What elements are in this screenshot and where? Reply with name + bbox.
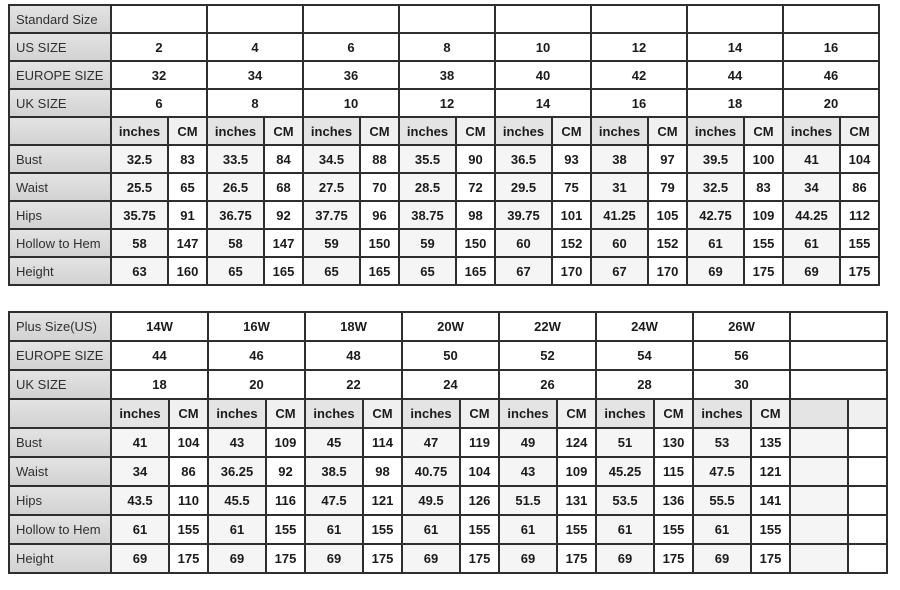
measure-cm-cell: 155 <box>654 515 693 544</box>
unit-cm-header: CM <box>460 399 499 428</box>
size-cell: 48 <box>305 341 402 370</box>
measure-inches-cell <box>790 515 848 544</box>
unit-cm-header: CM <box>169 399 208 428</box>
measure-inches-cell: 53.5 <box>596 486 654 515</box>
measure-cm-cell: 96 <box>360 201 399 229</box>
title-size-cell <box>111 5 207 33</box>
measure-row-label: Waist <box>9 457 111 486</box>
size-cell: 26 <box>499 370 596 399</box>
measure-cm-cell: 109 <box>744 201 783 229</box>
measure-inches-cell: 49 <box>499 428 557 457</box>
title-size-cell: 24W <box>596 312 693 341</box>
measure-inches-cell: 69 <box>111 544 169 573</box>
measure-inches-cell: 41.25 <box>591 201 648 229</box>
unit-inches-header: inches <box>687 117 744 145</box>
size-row-label: EUROPE SIZE <box>9 341 111 370</box>
unit-inches-header: inches <box>499 399 557 428</box>
measure-inches-cell: 26.5 <box>207 173 264 201</box>
size-cell: 10 <box>303 89 399 117</box>
measure-cm-cell: 175 <box>654 544 693 573</box>
measure-inches-cell: 53 <box>693 428 751 457</box>
measure-cm-cell: 112 <box>840 201 879 229</box>
measure-cm-cell: 155 <box>266 515 305 544</box>
measure-inches-cell: 61 <box>111 515 169 544</box>
measure-cm-cell: 98 <box>363 457 402 486</box>
measure-row-label: Waist <box>9 173 111 201</box>
measure-cm-cell: 124 <box>557 428 596 457</box>
measure-cm-cell: 83 <box>744 173 783 201</box>
measure-cm-cell: 91 <box>168 201 207 229</box>
measure-inches-cell <box>790 457 848 486</box>
measure-inches-cell: 36.5 <box>495 145 552 173</box>
measure-cm-cell: 155 <box>557 515 596 544</box>
measure-cm-cell: 105 <box>648 201 687 229</box>
title-size-cell <box>495 5 591 33</box>
measure-inches-cell: 37.75 <box>303 201 360 229</box>
measure-inches-cell: 41 <box>111 428 169 457</box>
measure-cm-cell: 92 <box>264 201 303 229</box>
size-cell: 32 <box>111 61 207 89</box>
unit-cm-header: CM <box>456 117 495 145</box>
measure-inches-cell: 34 <box>783 173 840 201</box>
unit-cm-header: CM <box>751 399 790 428</box>
measure-inches-cell: 60 <box>495 229 552 257</box>
measure-inches-cell: 28.5 <box>399 173 456 201</box>
measure-cm-cell: 175 <box>460 544 499 573</box>
table-title: Standard Size <box>9 5 111 33</box>
title-size-cell: 22W <box>499 312 596 341</box>
measure-cm-cell: 109 <box>266 428 305 457</box>
measure-inches-cell: 58 <box>207 229 264 257</box>
size-cell: 4 <box>207 33 303 61</box>
measure-inches-cell: 38.75 <box>399 201 456 229</box>
size-cell: 44 <box>687 61 783 89</box>
measure-row-label: Height <box>9 257 111 285</box>
measure-cm-cell: 79 <box>648 173 687 201</box>
measure-inches-cell: 60 <box>591 229 648 257</box>
title-size-cell <box>303 5 399 33</box>
unit-inches-header: inches <box>208 399 266 428</box>
size-cell: 14 <box>687 33 783 61</box>
measure-cm-cell: 114 <box>363 428 402 457</box>
measure-inches-cell: 61 <box>208 515 266 544</box>
size-cell: 46 <box>783 61 879 89</box>
size-cell: 22 <box>305 370 402 399</box>
measure-inches-cell: 51.5 <box>499 486 557 515</box>
size-row-label: US SIZE <box>9 33 111 61</box>
size-cell: 30 <box>693 370 790 399</box>
measure-cm-cell: 98 <box>456 201 495 229</box>
unit-inches-header: inches <box>207 117 264 145</box>
measure-cm-cell: 175 <box>557 544 596 573</box>
size-cell: 6 <box>111 89 207 117</box>
unit-empty-cell <box>790 399 848 428</box>
unit-cm-header: CM <box>552 117 591 145</box>
measure-inches-cell: 43 <box>499 457 557 486</box>
measure-inches-cell: 42.75 <box>687 201 744 229</box>
size-cell: 2 <box>111 33 207 61</box>
measure-inches-cell: 33.5 <box>207 145 264 173</box>
measure-inches-cell: 39.5 <box>687 145 744 173</box>
measure-inches-cell: 38 <box>591 145 648 173</box>
measure-inches-cell: 36.75 <box>207 201 264 229</box>
unit-cm-header: CM <box>168 117 207 145</box>
size-cell: 12 <box>591 33 687 61</box>
measure-inches-cell <box>790 486 848 515</box>
measure-cm-cell: 119 <box>460 428 499 457</box>
measure-inches-cell: 43.5 <box>111 486 169 515</box>
measure-inches-cell: 69 <box>208 544 266 573</box>
measure-row-label: Hips <box>9 201 111 229</box>
measure-cm-cell: 84 <box>264 145 303 173</box>
measure-inches-cell: 45.5 <box>208 486 266 515</box>
measure-inches-cell: 61 <box>693 515 751 544</box>
measure-inches-cell: 67 <box>495 257 552 285</box>
measure-cm-cell: 136 <box>654 486 693 515</box>
measure-inches-cell: 61 <box>402 515 460 544</box>
measure-inches-cell: 35.75 <box>111 201 168 229</box>
unit-inches-header: inches <box>111 117 168 145</box>
measure-inches-cell: 49.5 <box>402 486 460 515</box>
measure-cm-cell: 115 <box>654 457 693 486</box>
unit-inches-header: inches <box>305 399 363 428</box>
title-size-cell: 18W <box>305 312 402 341</box>
measure-cm-cell: 104 <box>460 457 499 486</box>
measure-inches-cell: 35.5 <box>399 145 456 173</box>
measure-inches-cell: 69 <box>783 257 840 285</box>
measure-cm-cell: 100 <box>744 145 783 173</box>
unit-inches-header: inches <box>303 117 360 145</box>
measure-row-label: Bust <box>9 428 111 457</box>
measure-cm-cell: 175 <box>169 544 208 573</box>
measure-inches-cell: 41 <box>783 145 840 173</box>
measure-inches-cell: 63 <box>111 257 168 285</box>
unit-empty-cell <box>848 399 887 428</box>
unit-cm-header: CM <box>840 117 879 145</box>
title-size-cell: 16W <box>208 312 305 341</box>
measure-inches-cell: 39.75 <box>495 201 552 229</box>
size-cell: 50 <box>402 341 499 370</box>
measure-cm-cell: 147 <box>264 229 303 257</box>
measure-cm-cell: 147 <box>168 229 207 257</box>
measure-cm-cell: 104 <box>169 428 208 457</box>
unit-inches-header: inches <box>783 117 840 145</box>
measure-cm-cell: 70 <box>360 173 399 201</box>
measure-cm-cell: 175 <box>751 544 790 573</box>
measure-row-label: Height <box>9 544 111 573</box>
size-cell: 38 <box>399 61 495 89</box>
size-cell: 14 <box>495 89 591 117</box>
measure-cm-cell: 88 <box>360 145 399 173</box>
unit-inches-header: inches <box>495 117 552 145</box>
measure-cm-cell <box>848 428 887 457</box>
unit-inches-header: inches <box>111 399 169 428</box>
size-cell: 56 <box>693 341 790 370</box>
measure-inches-cell: 69 <box>402 544 460 573</box>
measure-cm-cell: 165 <box>264 257 303 285</box>
unit-cm-header: CM <box>648 117 687 145</box>
measure-inches-cell: 34.5 <box>303 145 360 173</box>
measure-cm-cell: 83 <box>168 145 207 173</box>
measure-cm-cell: 135 <box>751 428 790 457</box>
measure-inches-cell: 45 <box>305 428 363 457</box>
unit-inches-header: inches <box>399 117 456 145</box>
measure-cm-cell: 175 <box>363 544 402 573</box>
size-cell: 16 <box>783 33 879 61</box>
measure-cm-cell: 72 <box>456 173 495 201</box>
size-cell: 28 <box>596 370 693 399</box>
measure-cm-cell: 155 <box>460 515 499 544</box>
unit-cm-header: CM <box>264 117 303 145</box>
measure-row-label: Hollow to Hem <box>9 229 111 257</box>
size-cell <box>790 341 887 370</box>
title-size-cell <box>790 312 887 341</box>
size-cell: 36 <box>303 61 399 89</box>
title-size-cell: 26W <box>693 312 790 341</box>
measure-cm-cell: 175 <box>840 257 879 285</box>
size-row-label: UK SIZE <box>9 370 111 399</box>
size-cell: 18 <box>687 89 783 117</box>
measure-inches-cell: 69 <box>499 544 557 573</box>
measure-inches-cell: 55.5 <box>693 486 751 515</box>
title-size-cell <box>591 5 687 33</box>
measure-inches-cell: 61 <box>783 229 840 257</box>
size-cell: 42 <box>591 61 687 89</box>
measure-inches-cell: 65 <box>207 257 264 285</box>
measure-cm-cell: 152 <box>648 229 687 257</box>
title-size-cell: 20W <box>402 312 499 341</box>
size-cell: 6 <box>303 33 399 61</box>
measure-cm-cell: 155 <box>751 515 790 544</box>
size-cell: 20 <box>783 89 879 117</box>
measure-inches-cell: 32.5 <box>687 173 744 201</box>
measure-inches-cell: 58 <box>111 229 168 257</box>
size-cell: 16 <box>591 89 687 117</box>
measure-cm-cell: 160 <box>168 257 207 285</box>
unit-inches-header: inches <box>402 399 460 428</box>
measure-cm-cell: 150 <box>360 229 399 257</box>
measure-inches-cell: 67 <box>591 257 648 285</box>
measure-inches-cell: 32.5 <box>111 145 168 173</box>
measure-inches-cell: 61 <box>687 229 744 257</box>
measure-inches-cell: 38.5 <box>305 457 363 486</box>
measure-inches-cell: 34 <box>111 457 169 486</box>
measure-cm-cell: 75 <box>552 173 591 201</box>
unit-cm-header: CM <box>654 399 693 428</box>
measure-cm-cell: 165 <box>360 257 399 285</box>
measure-cm-cell: 68 <box>264 173 303 201</box>
unit-cm-header: CM <box>744 117 783 145</box>
measure-cm-cell: 131 <box>557 486 596 515</box>
measure-inches-cell: 45.25 <box>596 457 654 486</box>
unit-inches-header: inches <box>591 117 648 145</box>
measure-cm-cell: 97 <box>648 145 687 173</box>
measure-cm-cell <box>848 486 887 515</box>
size-cell: 24 <box>402 370 499 399</box>
measure-cm-cell: 141 <box>751 486 790 515</box>
measure-cm-cell: 110 <box>169 486 208 515</box>
measure-cm-cell: 116 <box>266 486 305 515</box>
size-cell: 44 <box>111 341 208 370</box>
size-cell: 54 <box>596 341 693 370</box>
unit-inches-header: inches <box>693 399 751 428</box>
measure-inches-cell: 40.75 <box>402 457 460 486</box>
size-cell: 8 <box>207 89 303 117</box>
measure-inches-cell: 59 <box>303 229 360 257</box>
title-size-cell <box>399 5 495 33</box>
measure-inches-cell: 47.5 <box>305 486 363 515</box>
size-cell: 10 <box>495 33 591 61</box>
title-size-cell <box>783 5 879 33</box>
measure-cm-cell: 150 <box>456 229 495 257</box>
measure-inches-cell <box>790 544 848 573</box>
plus-size-table <box>8 311 888 574</box>
size-cell: 34 <box>207 61 303 89</box>
measure-cm-cell <box>848 544 887 573</box>
measure-cm-cell: 86 <box>169 457 208 486</box>
measure-cm-cell: 165 <box>456 257 495 285</box>
size-cell: 52 <box>499 341 596 370</box>
measure-cm-cell: 121 <box>363 486 402 515</box>
size-cell: 18 <box>111 370 208 399</box>
measure-cm-cell: 170 <box>648 257 687 285</box>
measure-cm-cell: 65 <box>168 173 207 201</box>
measure-inches-cell: 43 <box>208 428 266 457</box>
standard-size-table <box>8 4 880 286</box>
unit-cm-header: CM <box>266 399 305 428</box>
unit-cm-header: CM <box>557 399 596 428</box>
title-size-cell <box>687 5 783 33</box>
measure-inches-cell: 61 <box>305 515 363 544</box>
size-cell: 12 <box>399 89 495 117</box>
measure-cm-cell <box>848 515 887 544</box>
unit-cm-header: CM <box>363 399 402 428</box>
size-row-label: EUROPE SIZE <box>9 61 111 89</box>
measure-inches-cell: 69 <box>687 257 744 285</box>
measure-row-label: Hollow to Hem <box>9 515 111 544</box>
measure-inches-cell: 65 <box>399 257 456 285</box>
title-size-cell <box>207 5 303 33</box>
measure-cm-cell: 126 <box>460 486 499 515</box>
measure-cm-cell: 155 <box>169 515 208 544</box>
measure-inches-cell: 69 <box>596 544 654 573</box>
table-title: Plus Size(US) <box>9 312 111 341</box>
measure-inches-cell: 69 <box>693 544 751 573</box>
measure-cm-cell: 109 <box>557 457 596 486</box>
measure-row-label: Bust <box>9 145 111 173</box>
measure-cm-cell: 86 <box>840 173 879 201</box>
measure-cm-cell: 155 <box>840 229 879 257</box>
size-cell: 46 <box>208 341 305 370</box>
measure-cm-cell: 93 <box>552 145 591 173</box>
measure-inches-cell: 44.25 <box>783 201 840 229</box>
unit-row-label <box>9 117 111 145</box>
measure-cm-cell: 130 <box>654 428 693 457</box>
size-row-label: UK SIZE <box>9 89 111 117</box>
measure-cm-cell: 101 <box>552 201 591 229</box>
measure-inches-cell: 27.5 <box>303 173 360 201</box>
measure-inches-cell: 65 <box>303 257 360 285</box>
measure-inches-cell: 69 <box>305 544 363 573</box>
unit-cm-header: CM <box>360 117 399 145</box>
measure-cm-cell: 121 <box>751 457 790 486</box>
measure-cm-cell: 155 <box>363 515 402 544</box>
measure-inches-cell: 51 <box>596 428 654 457</box>
measure-cm-cell: 104 <box>840 145 879 173</box>
measure-inches-cell: 25.5 <box>111 173 168 201</box>
measure-cm-cell: 90 <box>456 145 495 173</box>
measure-inches-cell: 47.5 <box>693 457 751 486</box>
size-cell <box>790 370 887 399</box>
measure-cm-cell: 175 <box>744 257 783 285</box>
measure-row-label: Hips <box>9 486 111 515</box>
size-cell: 40 <box>495 61 591 89</box>
measure-cm-cell: 155 <box>744 229 783 257</box>
unit-inches-header: inches <box>596 399 654 428</box>
unit-row-label <box>9 399 111 428</box>
measure-inches-cell: 59 <box>399 229 456 257</box>
measure-cm-cell: 175 <box>266 544 305 573</box>
measure-cm-cell <box>848 457 887 486</box>
measure-cm-cell: 170 <box>552 257 591 285</box>
measure-inches-cell <box>790 428 848 457</box>
measure-inches-cell: 31 <box>591 173 648 201</box>
measure-inches-cell: 61 <box>499 515 557 544</box>
measure-inches-cell: 61 <box>596 515 654 544</box>
measure-inches-cell: 47 <box>402 428 460 457</box>
measure-inches-cell: 29.5 <box>495 173 552 201</box>
measure-cm-cell: 152 <box>552 229 591 257</box>
title-size-cell: 14W <box>111 312 208 341</box>
size-cell: 20 <box>208 370 305 399</box>
measure-cm-cell: 92 <box>266 457 305 486</box>
size-cell: 8 <box>399 33 495 61</box>
measure-inches-cell: 36.25 <box>208 457 266 486</box>
